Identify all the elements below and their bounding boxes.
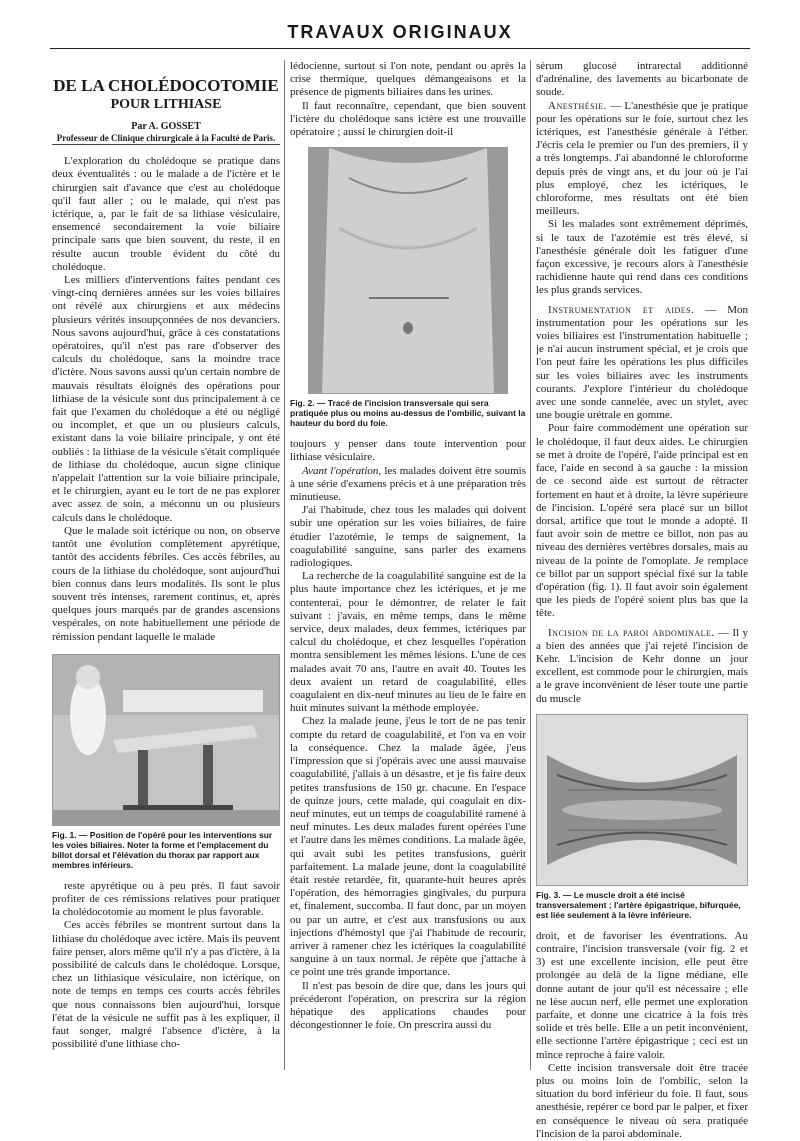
title-rule: [52, 144, 280, 145]
paragraph: Que le malade soit ictérique ou non, on observe tantôt une évolution complètement apyrétique, tantôt des accidents fébriles. Ces accès fébriles, au cours de la lithiase du cholédoque, sont aujourd'hui bien connus dans leurs modalités. Ils sont le plus souvent très intenses, rarement continus, et, après quelques jours marqués par de grandes ascensions vespérales, on note habituellement une période de rémission pendant laquelle le malade: [52, 524, 280, 643]
column-divider: [284, 60, 285, 1070]
column-1: [52, 60, 280, 1051]
paragraph: Il n'est pas besoin de dire que, dans les jours qui précéderont l'opération, on prescrira sur la région hépatique des applications chaudes pour décongestionner le foie. On prescrira aussi du: [290, 979, 526, 1032]
paragraph: sérum glucosé intrarectal additionné d'adrénaline, des lavements au bicarbonate de soude.: [536, 60, 748, 99]
figure-1-operating-table-photo: [52, 654, 280, 826]
paragraph: [290, 465, 526, 505]
affiliation: Professeur de Clinique chirurgicale à la Faculté de Paris.: [56, 133, 276, 144]
paragraph: toujours y penser dans toute intervention pour lithiase vésiculaire.: [290, 438, 526, 464]
section-heading: Instrumentation et aides.: [548, 303, 695, 316]
paragraph: Chez la malade jeune, j'eus le tort de ne pas tenir compte du retard de coagulabilité, et l'on va en voir la conséquence. Chez la malade âgée, j'eus l'impression que si j'opérais avec une aussi mauvaise coagulabilité, j'allais à un désastre, et je fis faire deux petites transfusions de 150 gr. chacune. En l'espace de quinze jours, cette malade, qui coagulait en dix-neuf minutes, eut un temps de coagulabilité ramené à neuf minutes. Les deux malades furent opérées l'une et l'autre dans les mêmes conditions. La malade âgée, qui avait subi les petites transfusions, guérit parfaitement. La malade jeune, dont la coagulabilité était restée retardée, fit, quarante-huit heures après l'opération, des hémorragies gingivales, du purpura et, finalement, succomba. Il faut donc, par un moyen ou par un autre, et c'est aux transfusions ou aux injections d'hémostyl que j'ai l'habitude de recourir, arriver à ramener chez les ictériques la coagulabilité sanguine à un taux normal. Je répète que j'attache à ce point une très grande importance.: [290, 715, 526, 979]
paragraph: La recherche de la coagulabilité sanguine est de la plus haute importance chez les ictériques, et je me contenterai, pour le démontrer, de relater le fait suivant : j'avais, en même temps, dans le même service, deux malades, deux femmes, ictériques par calcul du cholédoque, et chez lesquelles l'opération montra sensiblement les mêmes lésions. L'une de ces malades avait 70 ans, l'autre en avait 40. Toutes les deux avaient un retard de coagulabilité, elles coagulaient en dix-neuf minutes au lieu de le faire en huit minutes suivant la méthode employée.: [290, 570, 526, 715]
paragraph-text: — Il y a bien des années que j'ai rejeté l'incision de Kehr. L'incision de Kehr donne un jour excellent, est commode pour le chirurgien, mais a le grave inconvénient de léser toute une partie du muscle: [536, 626, 748, 705]
paragraph: [536, 100, 748, 219]
paragraph: Les milliers d'interventions faites pendant ces vingt-cinq dernières années sur les voies biliaires ont révélé aux chirurgiens et aux médecins plusieurs vérités insoupçonnées de nos devanciers. Nous savons aujourd'hui, grâce à ces constatations opératoires, qu'il n'est pas rare d'observer des calculs du cholédoque, sans la moindre trace d'ictère. Nous savons aussi qu'un certain nombre de mauvais résultats éloignés des opérations pour lithiase de la vésicule sont dus principalement à ce fait que l'examen du cholédoque a été ou négligé ou incomplet, et que un ou plusieurs calculs, existant dans la voie biliaire principale, y ont été oubliés : la lithiase de la vésicule s'était compliquée de lithiase du cholédoque, aucun signe clinique n'appelait l'attention sur la voie biliaire principale, et le chirurgien, ayant eu le tort de ne pas explorer avec assez de soin, a méconnu un ou plusieurs calculs dans le cholédoque.: [52, 274, 280, 524]
paragraph-text: — Mon instrumentation pour les opérations sur les voies biliaires est l'instrumentation habituelle ; je n'ai aucun instrument spécial, et je crois que l'on peut faire les opérations les plus difficiles sur les voies biliaires avec les instruments courants. J'explore l'intérieur du cholédoque avec une sonde cannelée, avec un stylet, avec une bougie urétrale en gomme.: [536, 303, 748, 422]
header-rule: [50, 48, 750, 49]
operating-table-illustration: [53, 655, 279, 825]
figure-3-caption: Fig. 3. — Le muscle droit a été incisé transversalement ; l'artère épigastrique, bifurquée, est liée seulement à la lèvre inférieure.: [536, 889, 741, 920]
emphasis: Avant l'opération: [302, 464, 379, 477]
figure-2-abdomen-photo: [308, 147, 508, 394]
figure-2-caption: Fig. 2. — Tracé de l'incision transversale qui sera pratiquée plus ou moins au-dessus de l'ombilic, suivant la hauteur du bord du foie.: [290, 398, 526, 429]
author: Par A. GOSSET: [131, 121, 201, 133]
paragraph: J'ai l'habitude, chez tous les malades qui doivent subir une opération sur les voies biliaires, de faire étudier l'azotémie, le temps de saignement, la coagulabilité sanguine, sans parler des examens radiologiques.: [290, 504, 526, 570]
paragraph-text: lédocienne, surtout si l'on note, pendant ou après la crise thermique, quelques démangeaisons et la présence de pigments biliaires dans les urines.: [290, 60, 526, 99]
paragraph: [536, 627, 748, 706]
article-title: DE LA CHOLÉDOCOTOMIE: [53, 76, 279, 95]
paragraph: [536, 304, 748, 423]
incision-illustration: [537, 715, 747, 885]
article-subtitle: POUR LITHIASE: [110, 97, 222, 112]
paragraph: [290, 60, 526, 100]
paragraph-text: — L'anesthésie que je pratique pour les opérations sur le foie, surtout chez les ictériques, est l'anesthésie générale à l'éther. J'écris cela le premier ou l'un des premiers, il y a très longtemps. J'ai abandonné le chloroforme depuis près de vingt ans, et du jour où je l'ai plus employé, chez les ictériques, le chloroforme, mes résultats ont été bien meilleurs.: [536, 99, 748, 218]
paragraph: Si les malades sont extrêmement déprimés, si le taux de l'azotémie est très élevé, si l'anesthésie générale doit les fatiguer d'une façon excessive, je recours alors à l'anesthésie rachidienne haute qui rend dans ces conditions les plus grands services.: [536, 218, 748, 297]
paragraph: droit, et de favoriser les éventrations. Au contraire, l'incision transversale (voir fig. 2 et 3) est une excellente incision, elle peut être prolongée au delà de la ligne médiane, elle donne autant de jour qu'il est nécessaire ; elle ne lèse aucun nerf, elle permet une exploration parfaite, et donne une cicatrice à la fois très solide et très belle. Elle a un petit inconvénient, elle sectionne l'artère épigastrique ; ceci est un mince reproche à faire valoir.: [536, 929, 748, 1061]
paragraph: reste apyrétique ou à peu près. Il faut savoir profiter de ces rémissions relatives pour pratiquer la cholédocotomie au moment le plus favorable.: [52, 879, 280, 919]
paragraph: L'exploration du cholédoque se pratique dans deux éventualités : ou le malade a de l'ictère et le chirurgien sait d'avance que c'est au cholédoque qu'il faut aller ; ou le malade, qui n'est pas ictérique, a, par le fait de sa lithiase vésiculaire, ensemencé secondairement la voie biliaire principale sans que bien souvent, du reste, il en résulte aucun trouble évident du côté du cholédoque.: [52, 155, 280, 273]
figure-3-incision-drawing: [536, 714, 748, 886]
section-heading: Incision de la paroi abdominale.: [548, 626, 715, 639]
paragraph: Il faut reconnaître, cependant, que bien souvent l'ictère du cholédoque sans ictère est une trouvaille opératoire ; aussi le chirurgien doit-il: [290, 99, 526, 139]
column-2: [290, 60, 526, 1032]
paragraph: Pour faire commodément une opération sur le cholédoque, il faut deux aides. Le chirurgien se met à droite de l'opéré, l'aide principal est en face, l'aide en second à sa gauche : la mission de ce second aide est surtout de rétracter fortement en haut et à droite, la lèvre supérieure de l'incision. L'opéré sera placé sur un billot dorsal, artifice que tout le monde a adopté. Il faut avoir soin de mettre ce billot, non pas au niveau des dernières vertèbres dorsales, mais au niveau de la pointe de l'omoplate. Je remplace ce billot par un support spécial fixé sur la table d'opération (fig. 1). Il faut avoir soin également que les pieds de l'opéré soient plus bas que la tête.: [536, 422, 748, 620]
column-3: [536, 60, 748, 1141]
figure-1-caption: Fig. 1. — Position de l'opéré pour les interventions sur les voies biliaires. Noter la forme et l'emplacement du billot dorsal et l'élévation du thorax par rapport aux membres inférieurs.: [52, 829, 273, 870]
abdomen-illustration: [309, 148, 507, 393]
paragraph-text: , les malades doivent être soumis à une série d'examens précis et à une préparation très minutieuse.: [290, 464, 526, 504]
paragraph: Ces accès fébriles se montrent surtout dans la lithiase du cholédoque avec ictère. Mais ils peuvent faire penser, alors même qu'il n'y a pas d'ictère, à la possibilité de calculs dans le cholédoque. Lorsque, chez un lithiasique vésiculaire, non ictérique, on note de temps en temps ces courts accès fébriles que nous connaissons bien aujourd'hui, lorsque l'état de la vésicule ne suffit pas à les expliquer, il faut songer, malgré l'absence d'ictère, à la possibilité d'une lithiase cho-: [52, 919, 280, 1051]
section-heading: Anesthésie.: [548, 99, 607, 112]
journal-section-header: TRAVAUX ORIGINAUX: [287, 22, 513, 42]
paragraph: Cette incision transversale doit être tracée plus ou moins loin de l'ombilic, selon la situation du bord inférieur du foie. Il faut, sous anesthésie, repérer ce bord par le palper, et fixer en conséquence le niveau où sera pratiquée l'incision de la paroi abdominale.: [536, 1061, 748, 1140]
column-divider: [530, 60, 531, 1070]
